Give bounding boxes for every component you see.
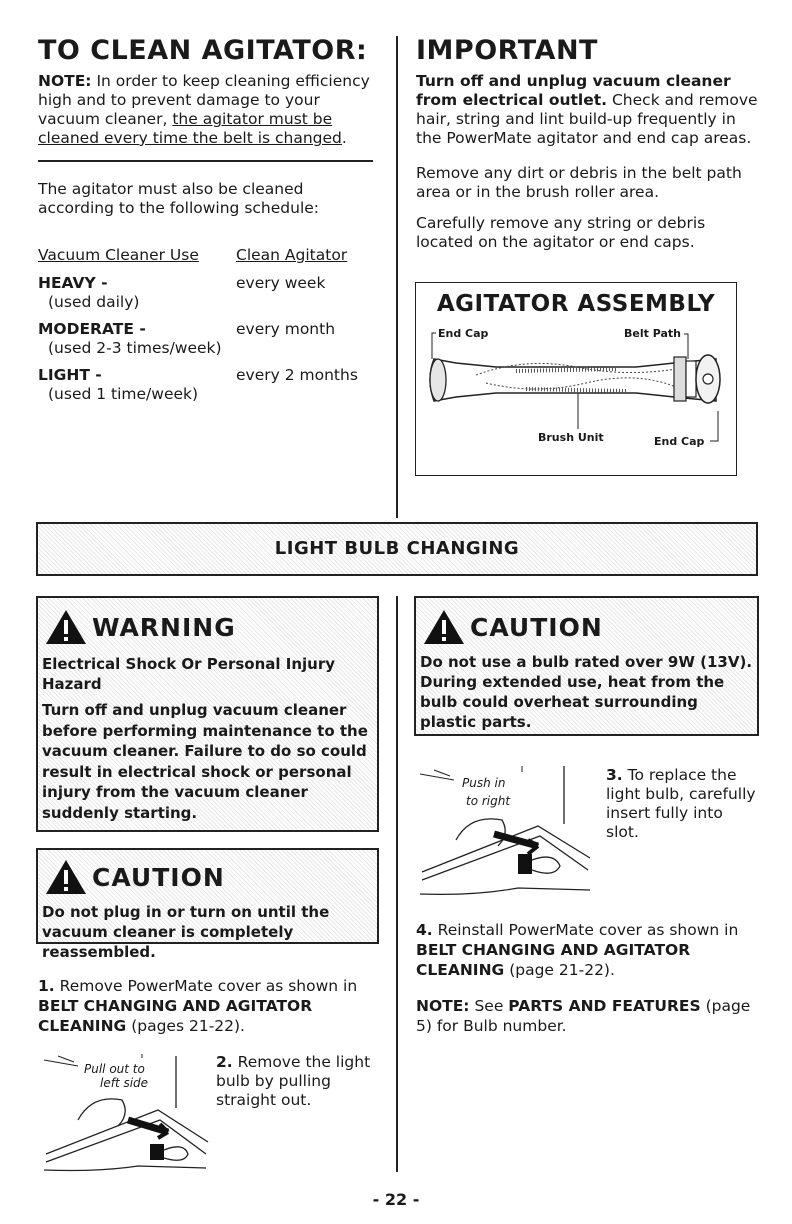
important-text [416, 72, 761, 257]
note-underline: the agitator must be cleaned every time the belt is changed [38, 110, 342, 147]
step-end: (pages 21-22). [126, 1017, 245, 1035]
caution-heading [422, 608, 603, 646]
warning-subtitle: Electrical Shock Or Personal Injury Hazard [42, 655, 336, 693]
divider [38, 160, 373, 162]
important-p3: Carefully remove any string or debris located on the agitator or end caps. [416, 214, 706, 251]
caution-heading [44, 858, 225, 896]
warning-triangle-icon [44, 608, 88, 646]
agitator-note [38, 72, 373, 148]
light-bulb-banner [36, 522, 758, 576]
step-text: Remove the light bulb by pulling straight out. [216, 1053, 371, 1109]
schedule-use: MODERATE - [38, 320, 146, 338]
important-p1: Check and remove hair, string and lint build-up frequently in the PowerMate agitator and end cap areas. [416, 91, 758, 147]
warning-title: WARNING [92, 612, 236, 642]
fig-label: Pull out to [84, 1062, 145, 1076]
schedule-col-clean: Clean Agitator [236, 246, 348, 264]
schedule-table [38, 246, 378, 412]
step-number: 1. [38, 977, 55, 995]
schedule-intro: The agitator must also be cleaned according to the following schedule: [38, 180, 320, 217]
schedule-sub: (used 1 time/week) [48, 385, 199, 403]
important-p2: Remove any dirt or debris in the belt path area or in the brush roller area. [416, 164, 742, 201]
warning-heading [44, 608, 236, 646]
step-number: 2. [216, 1053, 233, 1071]
note-end: . [341, 129, 347, 147]
step-number: 4. [416, 921, 433, 939]
step-text: Reinstall PowerMate cover as shown in [432, 921, 739, 939]
fig-label: Push in [462, 776, 506, 790]
clean-agitator-title: TO CLEAN AGITATOR: [38, 35, 368, 66]
schedule-col-use: Vacuum Cleaner Use [38, 246, 199, 264]
caution-triangle-icon [422, 608, 466, 646]
agitator-assembly-box [415, 282, 737, 476]
step-text: To replace the light bulb, carefully insert fully into slot. [606, 766, 756, 841]
label-brush-unit: Brush Unit [538, 431, 604, 444]
schedule-freq: every month [236, 320, 336, 338]
fig-label: left side [100, 1076, 149, 1090]
schedule-use: LIGHT - [38, 366, 102, 384]
step-4 [416, 920, 761, 980]
caution-box-right [414, 596, 759, 736]
note-label: NOTE: [38, 72, 92, 90]
important-title: IMPORTANT [416, 35, 598, 66]
push-in-figure [414, 760, 594, 910]
note-label: NOTE: [416, 997, 470, 1015]
step-text: Remove PowerMate cover as shown in [54, 977, 358, 995]
schedule-freq: every 2 months [236, 366, 358, 384]
schedule-row [38, 274, 378, 320]
step-bold: BELT CHANGING AND AGITATOR CLEANING [416, 941, 691, 979]
step-end: (page 21-22). [504, 961, 615, 979]
assembly-title: AGITATOR ASSEMBLY [436, 291, 716, 317]
caution-triangle-icon [44, 858, 88, 896]
caution-text: Do not plug in or turn on until the vacuum cleaner is completely reassembled. [42, 903, 330, 961]
agitator-illustration [416, 283, 736, 475]
note-text: In order to keep cleaning efficiency high and to prevent damage to your vacuum cleaner, [38, 72, 370, 128]
caution-box-left [36, 848, 379, 961]
pull-out-figure [38, 1050, 210, 1178]
note-text: See [469, 997, 509, 1015]
step-number: 3. [606, 766, 623, 784]
step-1 [38, 976, 378, 1036]
schedule-sub: (used daily) [48, 293, 140, 311]
label-end-cap-left: End Cap [438, 327, 489, 340]
caution-text: Do not use a bulb rated over 9W (13V). During extended use, heat from the bulb could overheat surrounding plastic parts. [420, 653, 753, 731]
label-end-cap-right: End Cap [654, 435, 705, 448]
fig-label: to right [466, 794, 511, 808]
caution-title: CAUTION [470, 612, 603, 642]
step-bold: BELT CHANGING AND AGITATOR CLEANING [38, 997, 313, 1035]
schedule-use: HEAVY - [38, 274, 108, 292]
caution-title: CAUTION [92, 862, 225, 892]
schedule-freq: every week [236, 274, 326, 292]
warning-box [36, 596, 379, 832]
schedule-row [38, 320, 378, 366]
warning-text: Turn off and unplug vacuum cleaner before performing maintenance to the vacuum cleaner. Failure to do so could result in electrical shock or personal injury from the vacuum cleaner suddenly starting. [42, 701, 368, 822]
column-divider-lower [396, 596, 398, 1172]
banner-title: LIGHT BULB CHANGING [274, 538, 520, 559]
note-bold: PARTS AND FEATURES [508, 997, 701, 1015]
schedule-sub: (used 2-3 times/week) [48, 339, 222, 357]
page-number: - 22 - [372, 1190, 420, 1209]
bulb-note [416, 996, 761, 1036]
schedule-row [38, 366, 378, 412]
step-3 [606, 766, 756, 842]
step-2 [216, 1053, 376, 1110]
important-bold: Turn off and unplug vacuum cleaner from electrical outlet. [416, 72, 731, 109]
label-belt-path: Belt Path [624, 327, 681, 340]
column-divider [396, 36, 398, 518]
note-end: (page 5) for Bulb number. [416, 997, 751, 1035]
